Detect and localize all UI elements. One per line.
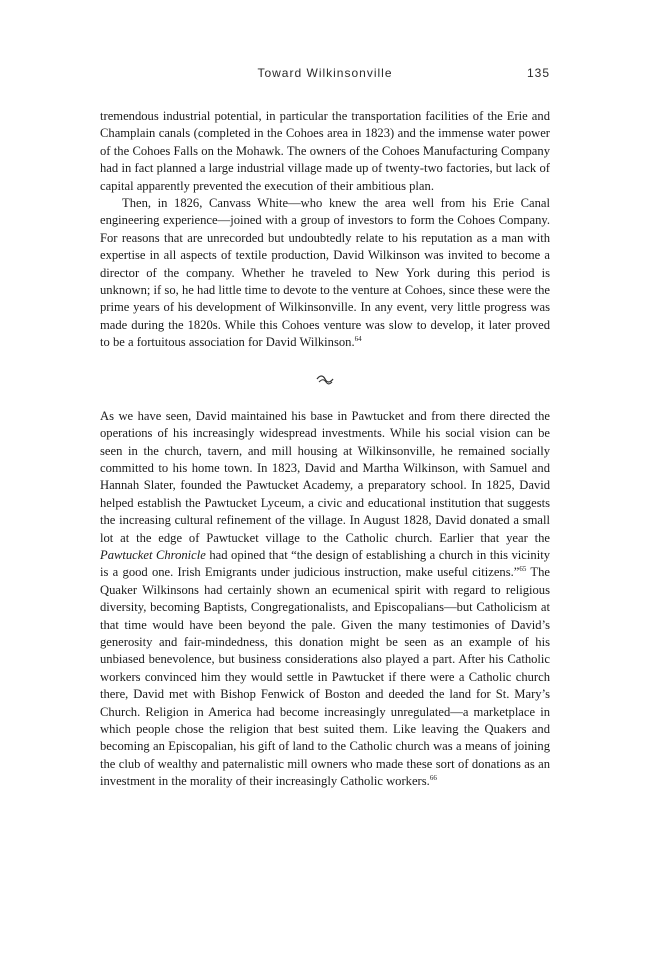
footnote-ref-65[interactable]: 65 <box>519 565 527 574</box>
newspaper-title: Pawtucket Chronicle <box>100 547 206 562</box>
paragraph-3 <box>100 408 550 791</box>
footnote-ref-64[interactable]: 64 <box>354 335 362 344</box>
section-break-ornament-icon <box>100 352 550 408</box>
page-number: 135 <box>526 66 550 80</box>
paragraph-3-text-b: had opined that “the design of establishing a church in this vicinity is a good one. Irish Emigrants under judicious instruction, make useful citizens.” <box>100 547 550 580</box>
paragraph-1 <box>100 108 550 195</box>
paragraph-3-text-c: The Quaker Wilkinsons had certainly shown an ecumenical spirit with regard to religious diversity, becoming Baptists, Congregationalists, and Episcopalians—but Catholicism at that time would have been beyond the pale. Given the many testimonies of David’s generosity and fair-mindedness, this donation might be seen as an example of his unbiased benevolence, but business considerations also played a part. After his Catholic workers convinced him they would settle in Pawtucket if there were a Catholic church there, David met with Bishop Fenwick of Boston and deeded the land for St. Mary’s Church. Religion in America had become increasingly unregulated—a marketplace in which people chose the religion that best suited them. Like leaving the Quakers and becoming an Episcopalian, his gift of land to the Catholic church was a means of joining the club of wealthy and paternalistic mill owners who made these sort of donations as an investment in the morality of their increasingly Catholic workers. <box>100 565 550 789</box>
paragraph-2 <box>100 195 550 352</box>
body-text <box>100 108 550 791</box>
book-page <box>100 66 550 791</box>
paragraph-2-text: Then, in 1826, Canvass White—who knew the area well from his Erie Canal engineering experience—joined with a group of investors to form the Cohoes Company. For reasons that are unrecorded but undoubtedly relate to his reputation as a man with expertise in all aspects of textile production, David Wilkinson was invited to become a director of the company. Whether he traveled to New York during this period is unknown; if so, he had little time to devote to the venture at Cohoes, since these were the prime years of his development of Wilkinsonville. In any event, very little progress was made during the 1820s. While this Cohoes venture was slow to develop, it later proved to be a fortuitous association for David Wilkinson. <box>100 196 550 350</box>
paragraph-3-text-a: As we have seen, David maintained his base in Pawtucket and from there directed the operations of his increasingly widespread investments. While his social vision can be seen in the church, tavern, and mill housing at Wilkinsonville, he remained socially committed to his home town. In 1823, David and Martha Wilkinson, with Samuel and Hannah Slater, founded the Pawtucket Academy, a preparatory school. In 1825, David helped establish the Pawtucket Lyceum, a civic and educational institution that suggests the increasing cultural refinement of the village. In August 1828, David donated a small lot at the edge of Pawtucket village to the Catholic church. Earlier that year the <box>100 408 550 545</box>
paragraph-1-text: tremendous industrial potential, in particular the transportation facilities of the Erie and Champlain canals (completed in the Cohoes area in 1823) and the immense water power of the Cohoes Falls on the Mohawk. The owners of the Cohoes Manufacturing Company had in fact planned a large industrial village made up of twenty-two factories, but lack of capital apparently prevented the execution of their ambitious plan. <box>100 109 550 193</box>
running-head <box>100 66 550 88</box>
footnote-ref-66[interactable]: 66 <box>429 774 437 783</box>
running-title: Toward Wilkinsonville <box>257 66 393 80</box>
